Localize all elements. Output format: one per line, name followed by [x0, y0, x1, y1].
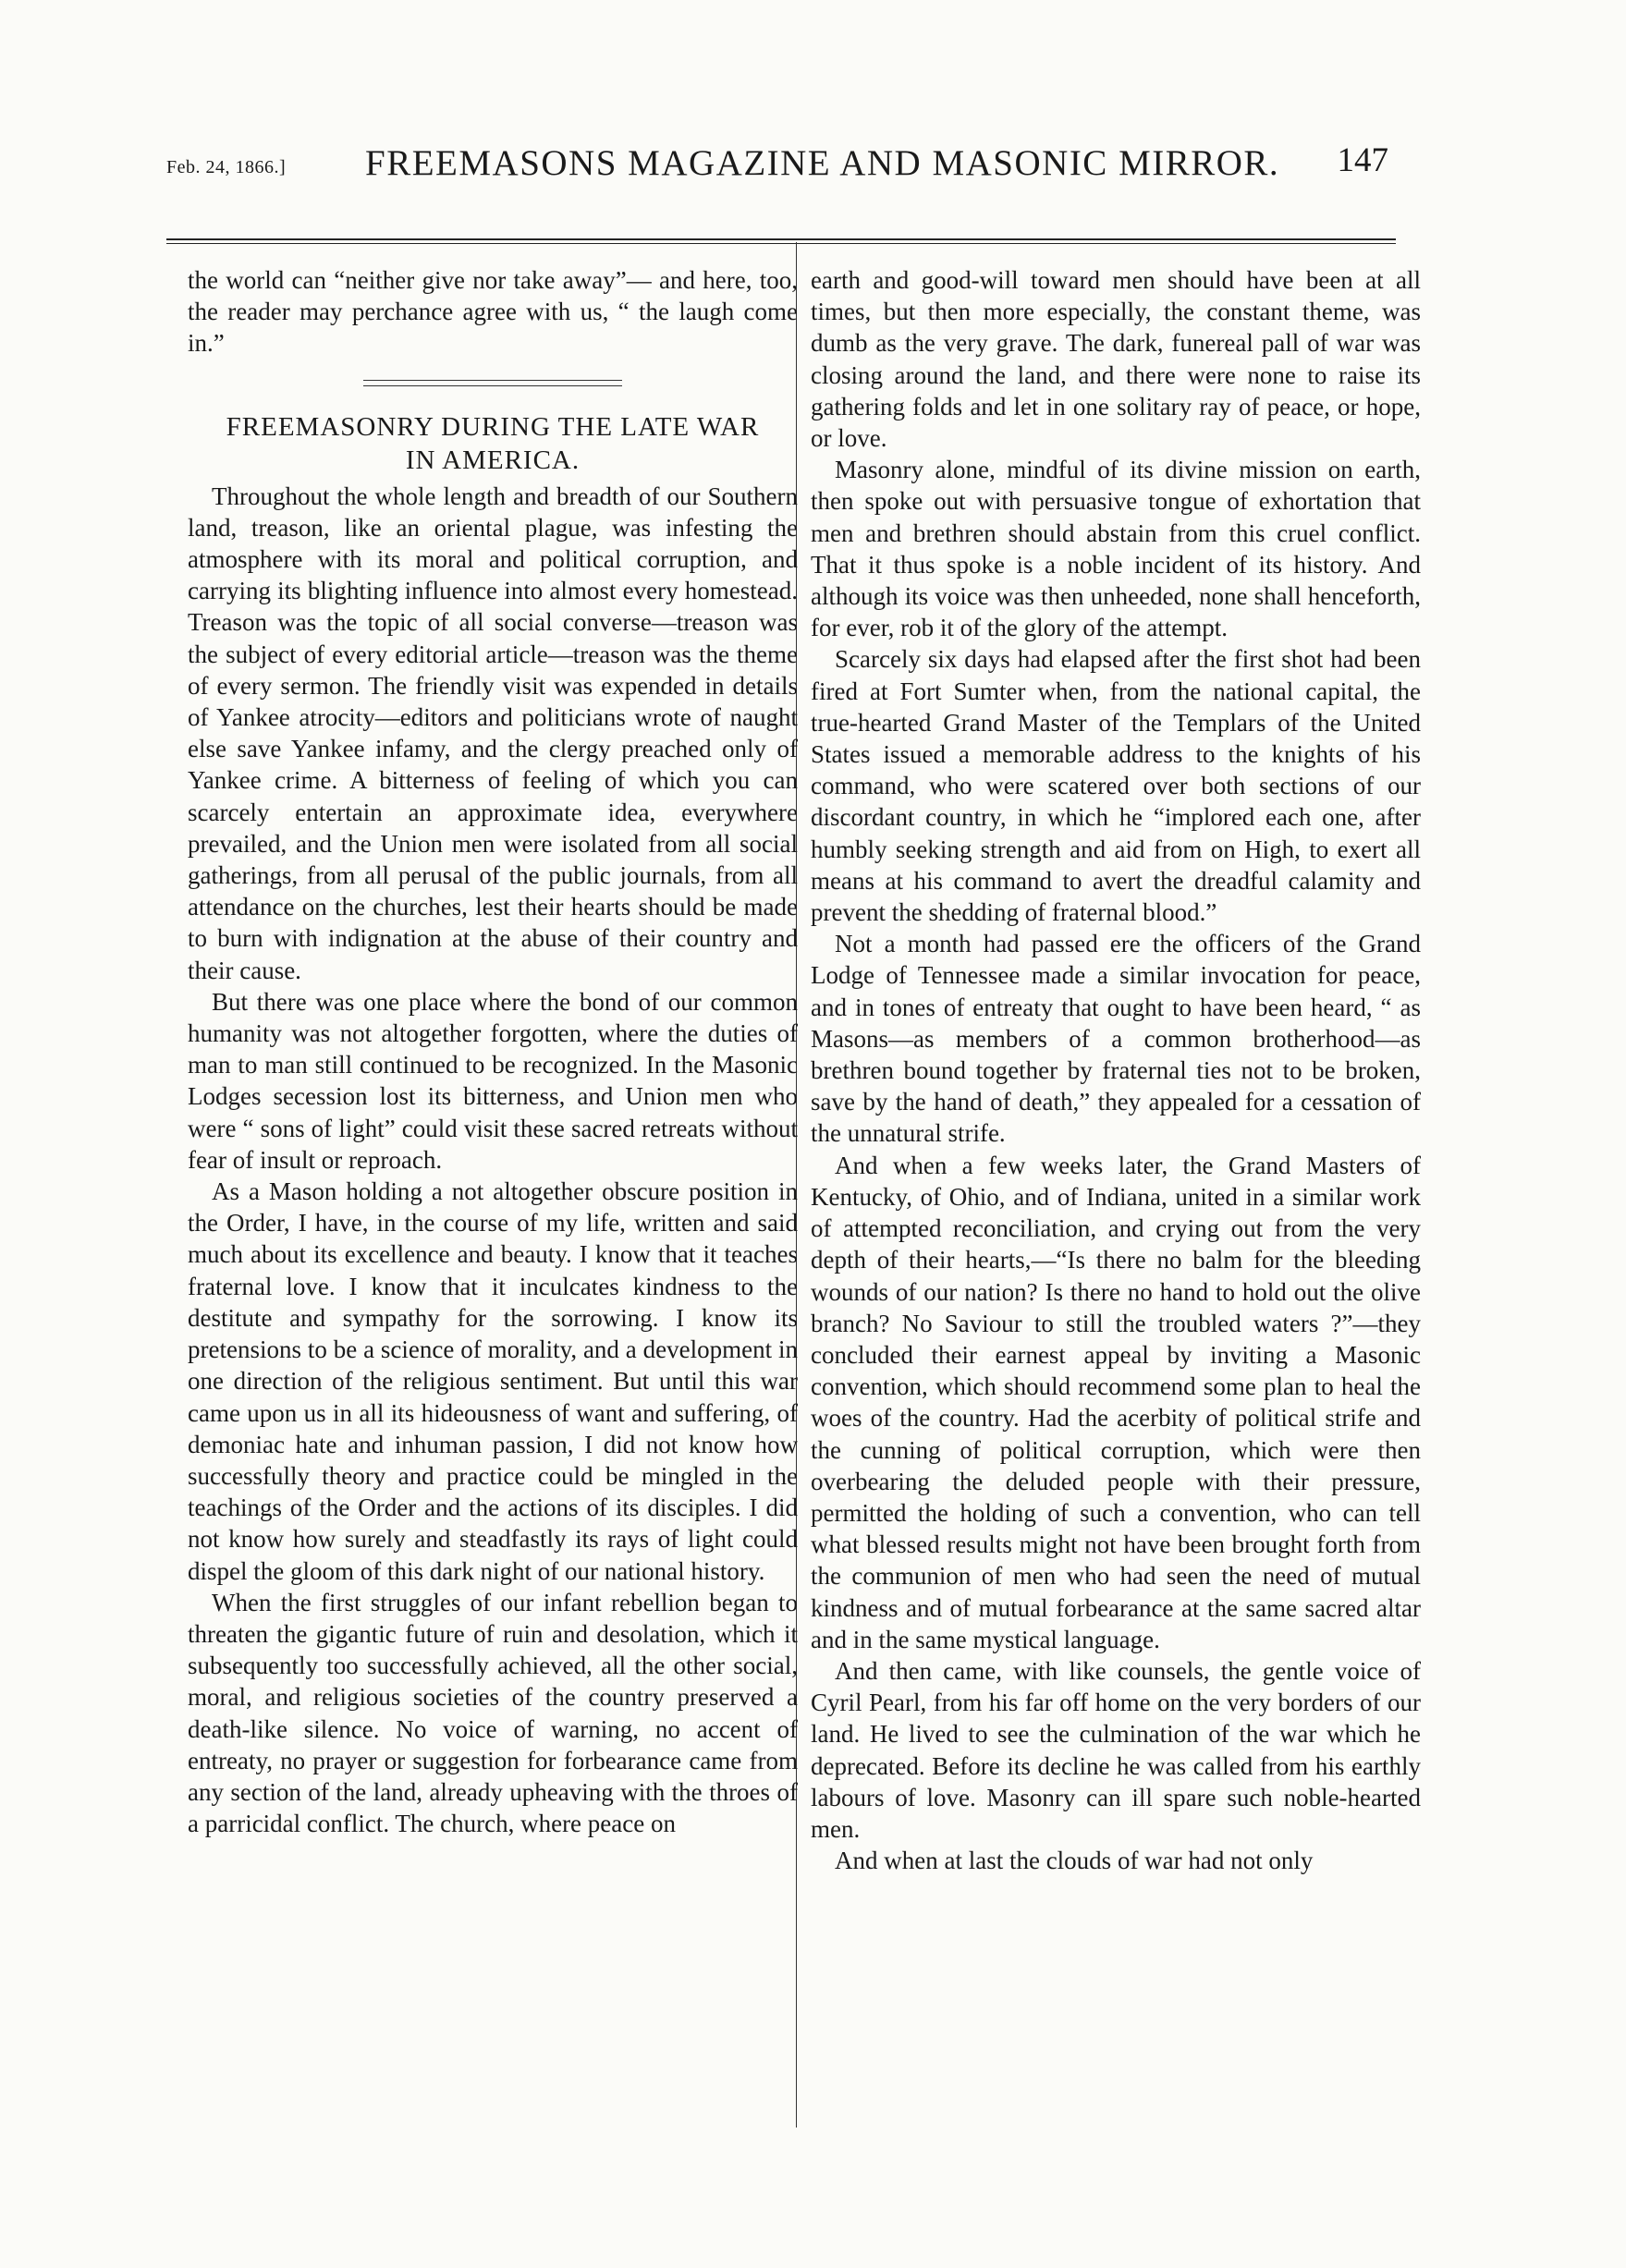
page-number: 147	[1337, 141, 1388, 179]
page-header	[166, 140, 1424, 187]
paragraph-continued: earth and good-will toward men should have been at all times, but then more especially, the constant theme, was dumb as the very grave. The dark, funereal pall of war was closing around the land, and there were none to raise its gathering folds and let in one solitary ray of peace, or hope, or love.	[811, 266, 1421, 453]
paragraph: Masonry alone, mindful of its divine mission on earth, then spoke out with persuasive tongue of exhortation that men and brethren should abstain from this cruel conflict. That it thus spoke is a noble incident of its history. And although its voice was then unheeded, none shall henceforth, for ever, rob it of the glory of the attempt.	[811, 456, 1421, 642]
issue-date: Feb. 24, 1866.]	[166, 157, 287, 177]
paragraph: And when at last the clouds of war had not only	[835, 1847, 1314, 1875]
paragraph: As a Mason holding a not altogether obscure position in the Order, I have, in the course of my life, written and said much about its excellence and beauty. I know that it teaches fraternal love. I know that it inculcates kindness to the destitute and sympathy for the sorrowing. I know its pretensions to be a science of morality, and a development in one direction of the religious sentiment. But until this war came upon us in all its hideousness of want and suffering, of demoniac hate and inhuman passion, I did not know how successfully theory and practice could be mingled in the teachings of the Order and the actions of its disciples. I did not know how surely and steadfastly its rays of light could dispel the gloom of this dark night of our national history.	[188, 1177, 798, 1585]
publication-title: FREEMASONS MAGAZINE AND MASONIC MIRROR.	[365, 143, 1280, 183]
header-rule	[166, 238, 1396, 244]
paragraph: Scarcely six days had elapsed after the first shot had been fired at Fort Sumter when, from the national capital, the true-hearted Grand Master of the Templars of the United States issued a memorable address to the knights of his command, who were scatered over both sections of our discordant country, in which he “implored each one, after humbly seeking strength and aid from on High, to exert all means at his command to avert the dreadful calamity and prevent the shedding of fraternal blood.”	[811, 645, 1421, 927]
paragraph: And when a few weeks later, the Grand Masters of Kentucky, of Ohio, and of Indiana, united in a similar work of attempted reconciliation, and crying out from the very depth of their hearts,—“Is there no balm for the bleeding wounds of our nation? Is there no hand to hold out the olive branch? No Saviour to still the troubled waters ?”—they concluded their earnest appeal by inviting a Masonic convention, which should recommend some plan to heal the woes of the country. Had the acerbity of political strife and the cunning of political corruption, which were then overbearing the deluded people with their pressure, permitted the holding of such a convention, who can tell what blessed results might not have been brought forth from the communion of men who had seen the need of mutual kindness and of mutual forbearance at the same sacred altar and in the same mystical language.	[811, 1151, 1421, 1653]
right-column	[811, 264, 1421, 1876]
headline-line-1: FREEMASONRY DURING THE LATE WAR	[226, 411, 760, 442]
paragraph: Not a month had passed ere the officers of the Grand Lodge of Tennessee made a similar invocation for peace, and in tones of entreaty that ought to have been heard, “ as Masons—as members of a common brotherhood—as brethren bound together by fraternal ties not to be broken, save by the hand of death,” they appealed for a cessation of the unnatural strife.	[811, 930, 1421, 1148]
paragraph: But there was one place where the bond of our common humanity was not altogether forgotten, where the duties of man to man still continued to be recognized. In the Masonic Lodges secession lost its bitterness, and Union men who were “ sons of light” could visit these sacred retreats without fear of insult or reproach.	[188, 987, 798, 1174]
paragraph: And then came, with like counsels, the gentle voice of Cyril Pearl, from his far off home on the very borders of our land. He lived to see the culmination of the war which he deprecated. Before its decline he was called from his earthly labours of love. Masonry can ill spare such noble-hearted men.	[811, 1656, 1421, 1843]
paragraph: When the first struggles of our infant rebellion began to threaten the gigantic future of ruin and desolation, which it subsequently too successfully achieved, all the other social, moral, and religious societies of the country preserved a death-like silence. No voice of warning, no accent of entreaty, no prayer or suggestion for forbearance came from any section of the land, already upheaving with the throes of a parricidal conflict. The church, where peace on	[188, 1588, 798, 1838]
previous-article-ending: the world can “neither give nor take away”— and here, too, the reader may perchance agree with us, “ the laugh come in.”	[188, 266, 798, 358]
article-headline	[188, 410, 798, 477]
paragraph: Throughout the whole length and breadth of our Southern land, treason, like an oriental plague, was infesting the atmosphere with its moral and political corruption, and carrying its blighting influence into almost every homestead. Treason was the topic of all social converse—treason was the subject of every editorial article—treason was the theme of every sermon. The friendly visit was expended in details of Yankee atrocity—editors and politicians wrote of naught else save Yankee infamy, and the clergy preached only of Yankee crime. A bitterness of feeling of which you can scarcely entertain an approximate idea, everywhere prevailed, and the Union men were isolated from all social gatherings, from all perusal of the public journals, from all attendance on the churches, lest their hearts should be made to burn with indignation at the abuse of their country and their cause.	[188, 482, 798, 984]
article-separator	[363, 380, 622, 386]
left-column	[188, 264, 798, 1839]
headline-line-2: IN AMERICA.	[405, 445, 581, 475]
